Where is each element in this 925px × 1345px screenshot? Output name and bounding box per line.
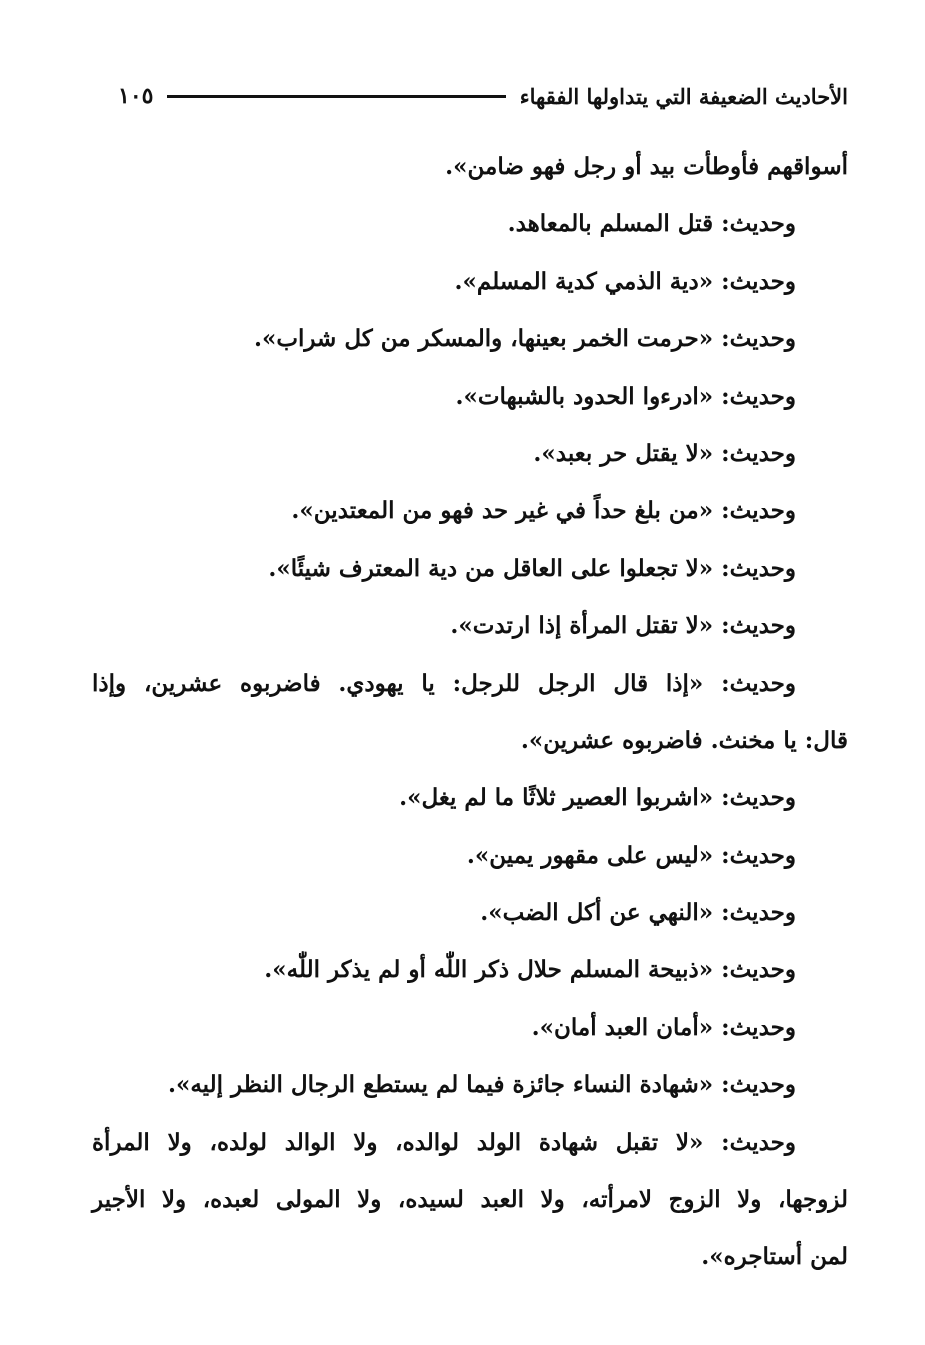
text-line: وحديث: «ادرءوا الحدود بالشبهات». [455, 382, 796, 410]
page-number: ١٠٥ [118, 83, 154, 109]
book-title: الأحاديث الضعيفة التي يتداولها الفقهاء [519, 83, 848, 109]
text-line: وحديث: «دية الذمي كدية المسلم». [454, 267, 796, 295]
text-line: وحديث: «من بلغ حداً في غير حد فهو من المعتدين». [291, 497, 796, 525]
text-line: وحديث: «أمان العبد أمان». [531, 1013, 796, 1041]
text-line: وحديث: «لا تقتل المرأة إذا ارتدت». [450, 612, 796, 640]
text-line: أسواقهم فأوطأت بيد أو رجل فهو ضامن». [445, 153, 848, 180]
text-line: وحديث: «اشربوا العصير ثلاثًا ما لم يغل». [399, 784, 796, 812]
text-line: وحديث: «لا تقبل شهادة الولد لوالده، ولا الوالد لولده، ولا المرأة [92, 1128, 796, 1156]
text-line: لمن أستاجره». [701, 1243, 848, 1271]
body-text [92, 138, 848, 1286]
text-line: وحديث: «لا تجعلوا على العاقل من دية المعترف شيئًا». [268, 554, 796, 582]
text-line: وحديث: «لا يقتل حر بعبد». [533, 439, 796, 467]
text-line: وحديث: قتل المسلم بالمعاهد. [507, 210, 796, 238]
text-line: وحديث: «ليس على مقهور يمين». [466, 841, 796, 869]
running-header [118, 76, 848, 116]
text-line: وحديث: «ذبيحة المسلم حلال ذكر اللّٰه أو لم يذكر اللّٰه». [264, 956, 796, 984]
text-line: وحديث: «حرمت الخمر بعينها، والمسكر من كل شراب». [253, 325, 796, 353]
text-line: قال: يا مخنث. فاضربوه عشرين». [520, 726, 848, 754]
text-line: وحديث: «شهادة النساء جائزة فيما لم يستطع الرجال النظر إليه». [167, 1071, 796, 1099]
text-line: لزوجها، ولا الزوج لامرأته، ولا العبد لسيده، ولا المولى لعبده، ولا الأجير [92, 1186, 848, 1214]
header-rule [167, 95, 505, 98]
text-line: وحديث: «إذا قال الرجل للرجل: يا يهودي. فاضربوه عشرين، وإذا [92, 669, 796, 697]
text-line: وحديث: «النهي عن أكل الضب». [480, 899, 796, 927]
